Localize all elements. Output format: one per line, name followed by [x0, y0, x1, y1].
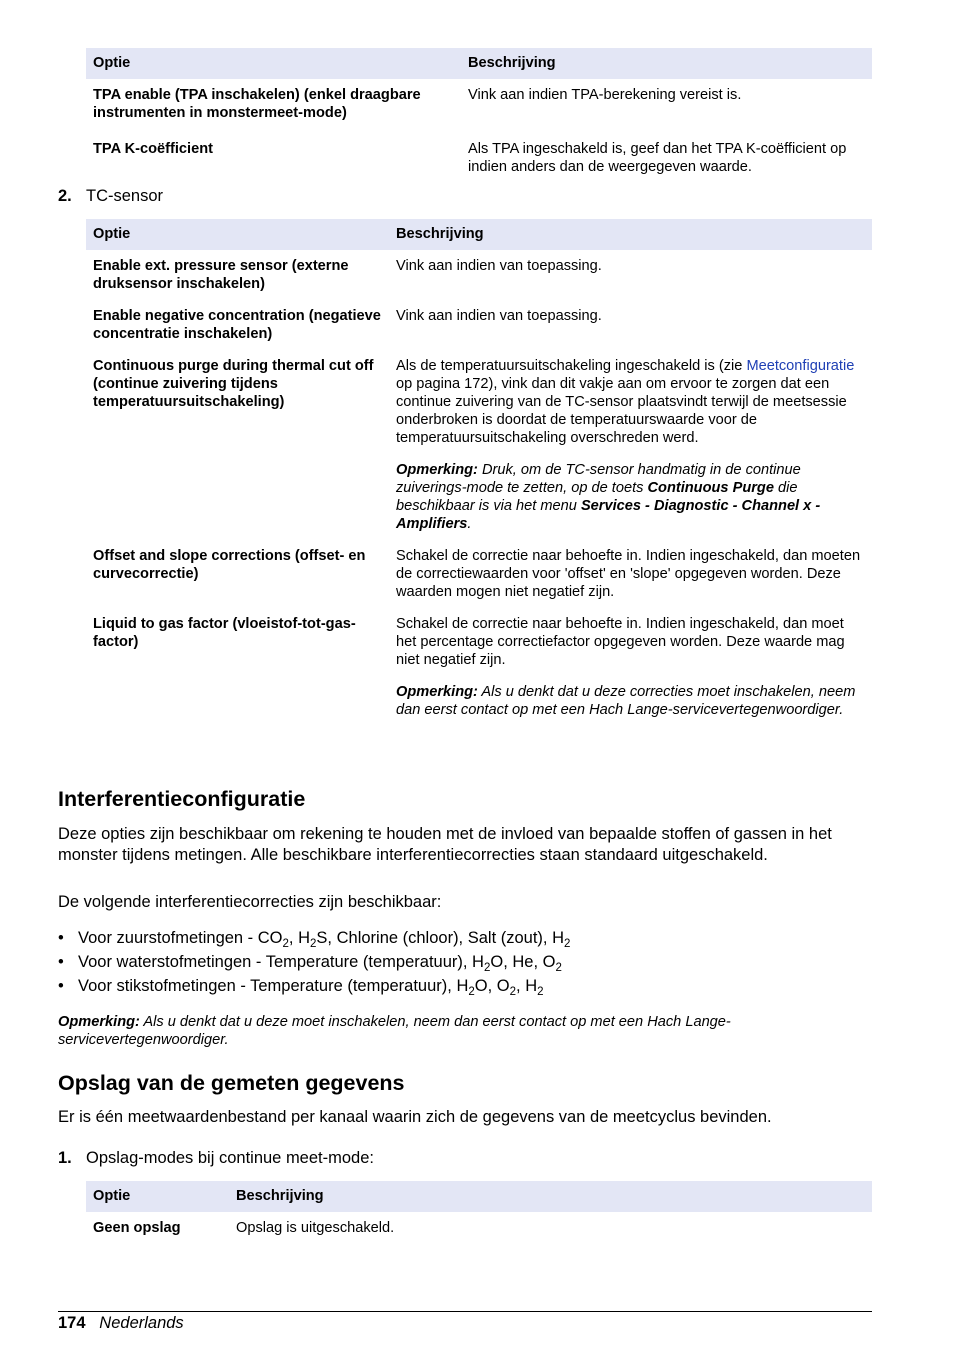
options-table-tc-sensor — [86, 219, 872, 726]
column-header-description: Beschrijving — [461, 48, 872, 79]
option-cell: Enable ext. pressure sensor (externe druksensor inschakelen) — [93, 258, 349, 292]
option-cell: TPA K-coëfficient — [93, 141, 213, 157]
footer-divider — [58, 1311, 872, 1312]
table-header-row — [86, 1181, 872, 1212]
list-item: • Voor zuurstofmetingen - $CO_2$, $H_2S$, Chlorine (chloor), Salt (zout), $H_2$ — [58, 929, 571, 950]
description-cell — [389, 608, 872, 726]
table-row — [86, 250, 872, 300]
section-title-interference: Interferentieconfiguratie — [58, 787, 306, 811]
table-row — [86, 1212, 872, 1244]
description-cell — [389, 350, 872, 540]
step-text: TC-sensor — [86, 187, 164, 205]
list-item: • Voor waterstofmetingen - Temperature (temperatuur), $H_2O$, He, $O_2$ — [58, 953, 562, 974]
step-storage-modes — [58, 1148, 374, 1168]
note-label: Opmerking: — [396, 684, 478, 700]
description-text: Als de temperatuursuitschakeling ingeschakeld is (zie Meetconfiguratie op pagina 172), vink dan dit vakje aan om ervoor te zorgen dat een continue zuivering van de TC-sensor plaatsvindt terwijl de meetsessie onderbroken is doordat de temperatuurswaarde voor de temperatuursuitschakeling overschreden werd. — [396, 358, 855, 446]
table-row — [86, 300, 872, 350]
section-title-storage: Opslag van de gemeten gegevens — [58, 1071, 405, 1095]
step-tc-sensor — [58, 186, 163, 206]
table-row — [86, 350, 872, 540]
note-text: Opmerking: Als u denkt dat u deze correcties moet inschakelen, neem dan eerst contact op met een Hach Lange-servicevertegenwoordiger. — [396, 684, 856, 718]
description-cell: Opslag is uitgeschakeld. — [236, 1220, 395, 1236]
note-label: Opmerking: — [58, 1014, 140, 1030]
description-cell: Als TPA ingeschakeld is, geef dan het TPA K-coëfficient op indien anders dan de weergegeven waarde. — [468, 141, 847, 175]
table-row — [86, 79, 872, 129]
footer-language: Nederlands — [99, 1314, 184, 1332]
description-cell: Vink aan indien van toepassing. — [396, 258, 602, 274]
step-number: 2. — [58, 187, 72, 205]
option-cell: Enable negative concentration (negatieve concentratie inschakelen) — [93, 308, 381, 342]
options-table-tpa — [86, 48, 872, 183]
interference-note: Opmerking: Als u denkt dat u deze moet inschakelen, neem dan eerst contact op met een Hach Lange-servicevertegenwoordiger. — [58, 1014, 731, 1048]
option-cell: Geen opslag — [93, 1220, 181, 1236]
table-row — [86, 129, 872, 183]
column-header-option: Optie — [86, 1181, 229, 1212]
table-header-row — [86, 219, 872, 250]
column-header-option: Optie — [86, 48, 461, 79]
interference-list-intro: De volgende interferentiecorrecties zijn beschikbaar: — [58, 893, 442, 911]
step-number: 1. — [58, 1149, 72, 1167]
storage-intro: Er is één meetwaardenbestand per kanaal waarin zich de gegevens van de meetcyclus bevinden. — [58, 1108, 772, 1126]
step-text: Opslag-modes bij continue meet-mode: — [86, 1149, 374, 1167]
option-cell: TPA enable (TPA inschakelen) (enkel draagbare instrumenten in monstermeet-mode) — [93, 87, 421, 121]
note-label: Opmerking: — [396, 462, 478, 478]
page-number: 174 — [58, 1314, 86, 1332]
column-header-description: Beschrijving — [229, 1181, 872, 1212]
column-header-option: Optie — [86, 219, 389, 250]
column-header-description: Beschrijving — [389, 219, 872, 250]
bullet: • — [58, 953, 64, 971]
table-row — [86, 608, 872, 726]
interference-list — [58, 928, 872, 1000]
option-cell: Continuous purge during thermal cut off (continue zuivering tijdens temperatuursuitschakeling) — [93, 358, 374, 410]
table-row — [86, 540, 872, 608]
description-cell: Vink aan indien TPA-berekening vereist is. — [468, 87, 742, 103]
note-text: Opmerking: Druk, om de TC-sensor handmatig in de continue zuiverings-mode te zetten, op de toets Continuous Purge die beschikbaar is via het menu Services - Diagnostic - Channel x - Amplifiers. — [396, 462, 821, 532]
option-cell: Liquid to gas factor (vloeistof-tot-gas-factor) — [93, 616, 356, 650]
description-cell: Schakel de correctie naar behoefte in. Indien ingeschakeld, dan moeten de correctiewaarden voor 'offset' en 'slope' opgegeven worden. Deze waarden mogen niet negatief zijn. — [396, 548, 861, 600]
list-item: • Voor stikstofmetingen - Temperature (temperatuur), $H_2O$, $O_2$, $H_2$ — [58, 977, 544, 998]
options-table-storage — [86, 1181, 872, 1244]
description-text: Schakel de correctie naar behoefte in. Indien ingeschakeld, dan moet het percentage correctiefactor opgegeven worden. Deze waarde mag niet negatief zijn. — [396, 616, 845, 668]
page-footer — [58, 1313, 184, 1333]
meetconfiguratie-link[interactable]: Meetconfiguratie — [746, 358, 855, 374]
interference-intro: Deze opties zijn beschikbaar om rekening te houden met de invloed van bepaalde stoffen of gassen in het monster tijdens metingen. Alle beschikbare interferentiecorrecties staan standaard uitgeschakeld. — [58, 825, 832, 864]
option-cell: Offset and slope corrections (offset- en curvecorrectie) — [93, 548, 366, 582]
bullet: • — [58, 929, 64, 947]
table-header-row — [86, 48, 872, 79]
bullet: • — [58, 977, 64, 995]
description-cell: Vink aan indien van toepassing. — [396, 308, 602, 324]
